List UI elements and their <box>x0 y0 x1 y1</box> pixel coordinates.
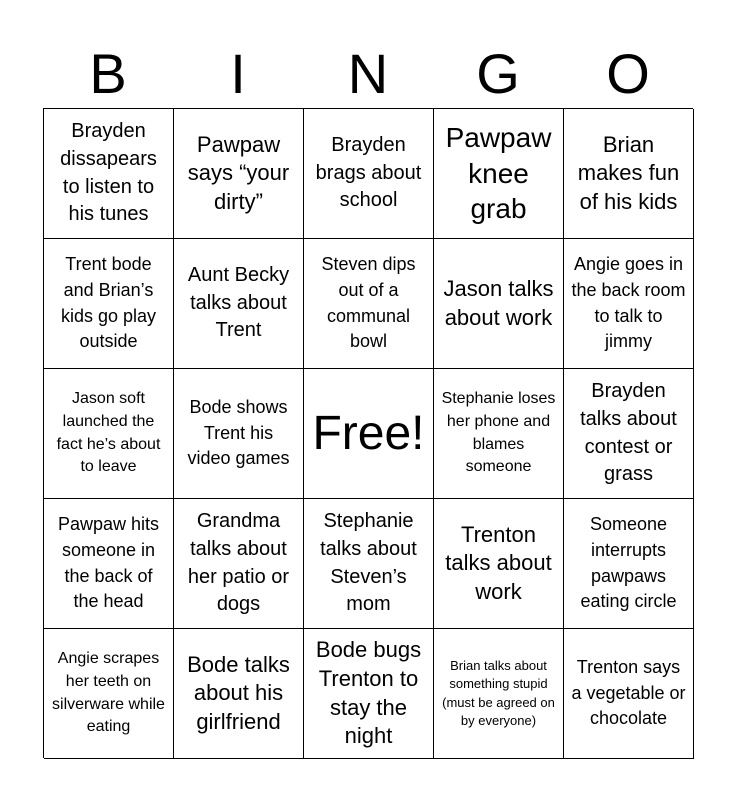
header-letter-i: I <box>230 42 246 105</box>
bingo-cell[interactable]: Brian makes fun of his kids <box>564 109 694 239</box>
bingo-cell[interactable]: Pawpaw says “your dirty” <box>174 109 304 239</box>
bingo-cell[interactable]: Grandma talks about her patio or dogs <box>174 499 304 629</box>
bingo-cell[interactable]: Steven dips out of a communal bowl <box>304 239 434 369</box>
bingo-grid <box>43 108 693 758</box>
header-letter-n: N <box>347 42 389 105</box>
header-letter-o: O <box>606 42 650 105</box>
bingo-cell[interactable]: Pawpaw knee grab <box>434 109 564 239</box>
bingo-cell[interactable]: Pawpaw hits someone in the back of the head <box>44 499 174 629</box>
bingo-cell[interactable]: Bode bugs Trenton to stay the night <box>304 629 434 759</box>
bingo-cell[interactable]: Trent bode and Brian’s kids go play outside <box>44 239 174 369</box>
bingo-cell[interactable]: Stephanie talks about Steven’s mom <box>304 499 434 629</box>
bingo-cell[interactable]: Brian talks about something stupid (must be agreed on by everyone) <box>434 629 564 759</box>
bingo-cell[interactable]: Angie scrapes her teeth on silverware while eating <box>44 629 174 759</box>
bingo-cell[interactable]: Bode talks about his girlfriend <box>174 629 304 759</box>
bingo-cell[interactable]: Angie goes in the back room to talk to jimmy <box>564 239 694 369</box>
bingo-cell[interactable]: Jason soft launched the fact he’s about to leave <box>44 369 174 499</box>
bingo-cell[interactable]: Trenton talks about work <box>434 499 564 629</box>
bingo-cell[interactable]: Bode shows Trent his video games <box>174 369 304 499</box>
bingo-cell[interactable]: Someone interrupts pawpaws eating circle <box>564 499 694 629</box>
free-space-cell[interactable]: Free! <box>304 369 434 499</box>
bingo-cell[interactable]: Jason talks about work <box>434 239 564 369</box>
bingo-cell[interactable]: Brayden brags about school <box>304 109 434 239</box>
bingo-header <box>43 40 693 108</box>
bingo-cell[interactable]: Aunt Becky talks about Trent <box>174 239 304 369</box>
bingo-cell[interactable]: Brayden dissapears to listen to his tunes <box>44 109 174 239</box>
bingo-cell[interactable]: Trenton says a vegetable or chocolate <box>564 629 694 759</box>
header-letter-b: B <box>89 42 127 105</box>
bingo-cell[interactable]: Stephanie loses her phone and blames someone <box>434 369 564 499</box>
bingo-cell[interactable]: Brayden talks about contest or grass <box>564 369 694 499</box>
header-letter-g: G <box>476 42 520 105</box>
